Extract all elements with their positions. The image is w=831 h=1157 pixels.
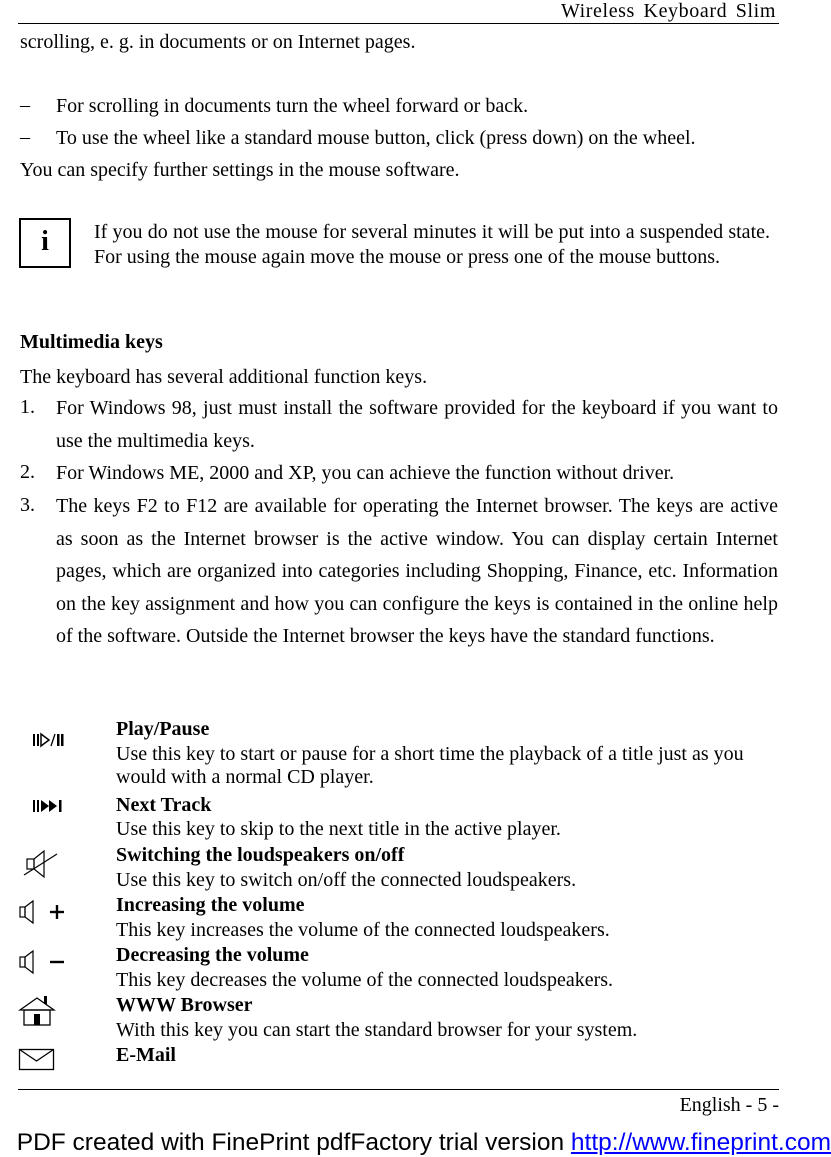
volume-down-icon (18, 948, 66, 976)
home-icon (18, 994, 56, 1028)
bullet-text: To use the wheel like a standard mouse button, click (press down) on the wheel. (56, 127, 696, 149)
info-note-text: If you do not use the mouse for several minutes it will be put into a suspended state. For using the mouse again move the mouse or press one of the mouse buttons. (94, 221, 770, 268)
list-item-text: For Windows 98, just must install the software provided for the keyboard if you want to use the multimedia keys. (56, 397, 778, 452)
key-title: Increasing the volume (116, 894, 305, 916)
key-title: Decreasing the volume (116, 944, 309, 966)
page-number: English - 5 - (679, 1094, 779, 1116)
key-title: E-Mail (116, 1044, 176, 1066)
speaker-mute-icon (22, 846, 60, 882)
info-icon: i (19, 218, 71, 268)
bullet-marker: – (20, 94, 30, 116)
key-description: This key decreases the volume of the connected loudspeakers. (116, 969, 614, 991)
list-number: 2. (20, 461, 35, 483)
list-number: 1. (20, 396, 35, 418)
header-rule (18, 23, 779, 24)
envelope-icon (18, 1048, 56, 1072)
running-header: Wireless Keyboard Slim (560, 0, 776, 22)
bullet-marker: – (20, 126, 30, 148)
key-title: Next Track (116, 794, 212, 816)
key-description: This key increases the volume of the connected loudspeakers. (116, 919, 610, 941)
key-description: Use this key to switch on/off the connected loudspeakers. (116, 869, 577, 891)
list-item-text: The keys F2 to F12 are available for operating the Internet browser. The keys are active as soon as the Internet browser is the active window. You can display certain Internet pages, which are organized into categories including Shopping, Finance, etc. Information on the key assignment and how you can configure the keys is contained in the online help of the software. Outside the Internet browser the keys have the standard functions. (56, 495, 778, 647)
key-description: Use this key to skip to the next title in the active player. (116, 818, 561, 840)
next-track-icon (32, 798, 66, 814)
key-title: WWW Browser (116, 994, 253, 1016)
pdf-banner (0, 1129, 831, 1157)
section-intro: The keyboard has several additional function keys. (20, 366, 428, 388)
pdf-banner-link[interactable]: http://www.fineprint.com (570, 1129, 831, 1156)
list-number: 3. (20, 494, 35, 516)
footer-rule (18, 1089, 779, 1090)
list-item-text: For Windows ME, 2000 and XP, you can achieve the function without driver. (56, 462, 675, 484)
key-description: With this key you can start the standard browser for your system. (116, 1019, 638, 1041)
key-title: Switching the loudspeakers on/off (116, 844, 405, 866)
settings-line: You can specify further settings in the mouse software. (20, 159, 460, 181)
intro-line: scrolling, e. g. in documents or on Internet pages. (20, 31, 416, 53)
volume-up-icon (18, 898, 66, 926)
play-pause-icon (32, 732, 68, 748)
pdf-banner-text: PDF created with FinePrint pdfFactory trial version (16, 1129, 571, 1156)
key-description: Use this key to start or pause for a short time the playback of a title just as you would with a normal CD player. (116, 743, 744, 788)
key-title: Play/Pause (116, 718, 210, 740)
bullet-text: For scrolling in documents turn the wheel forward or back. (56, 95, 529, 117)
section-heading: Multimedia keys (20, 331, 163, 353)
